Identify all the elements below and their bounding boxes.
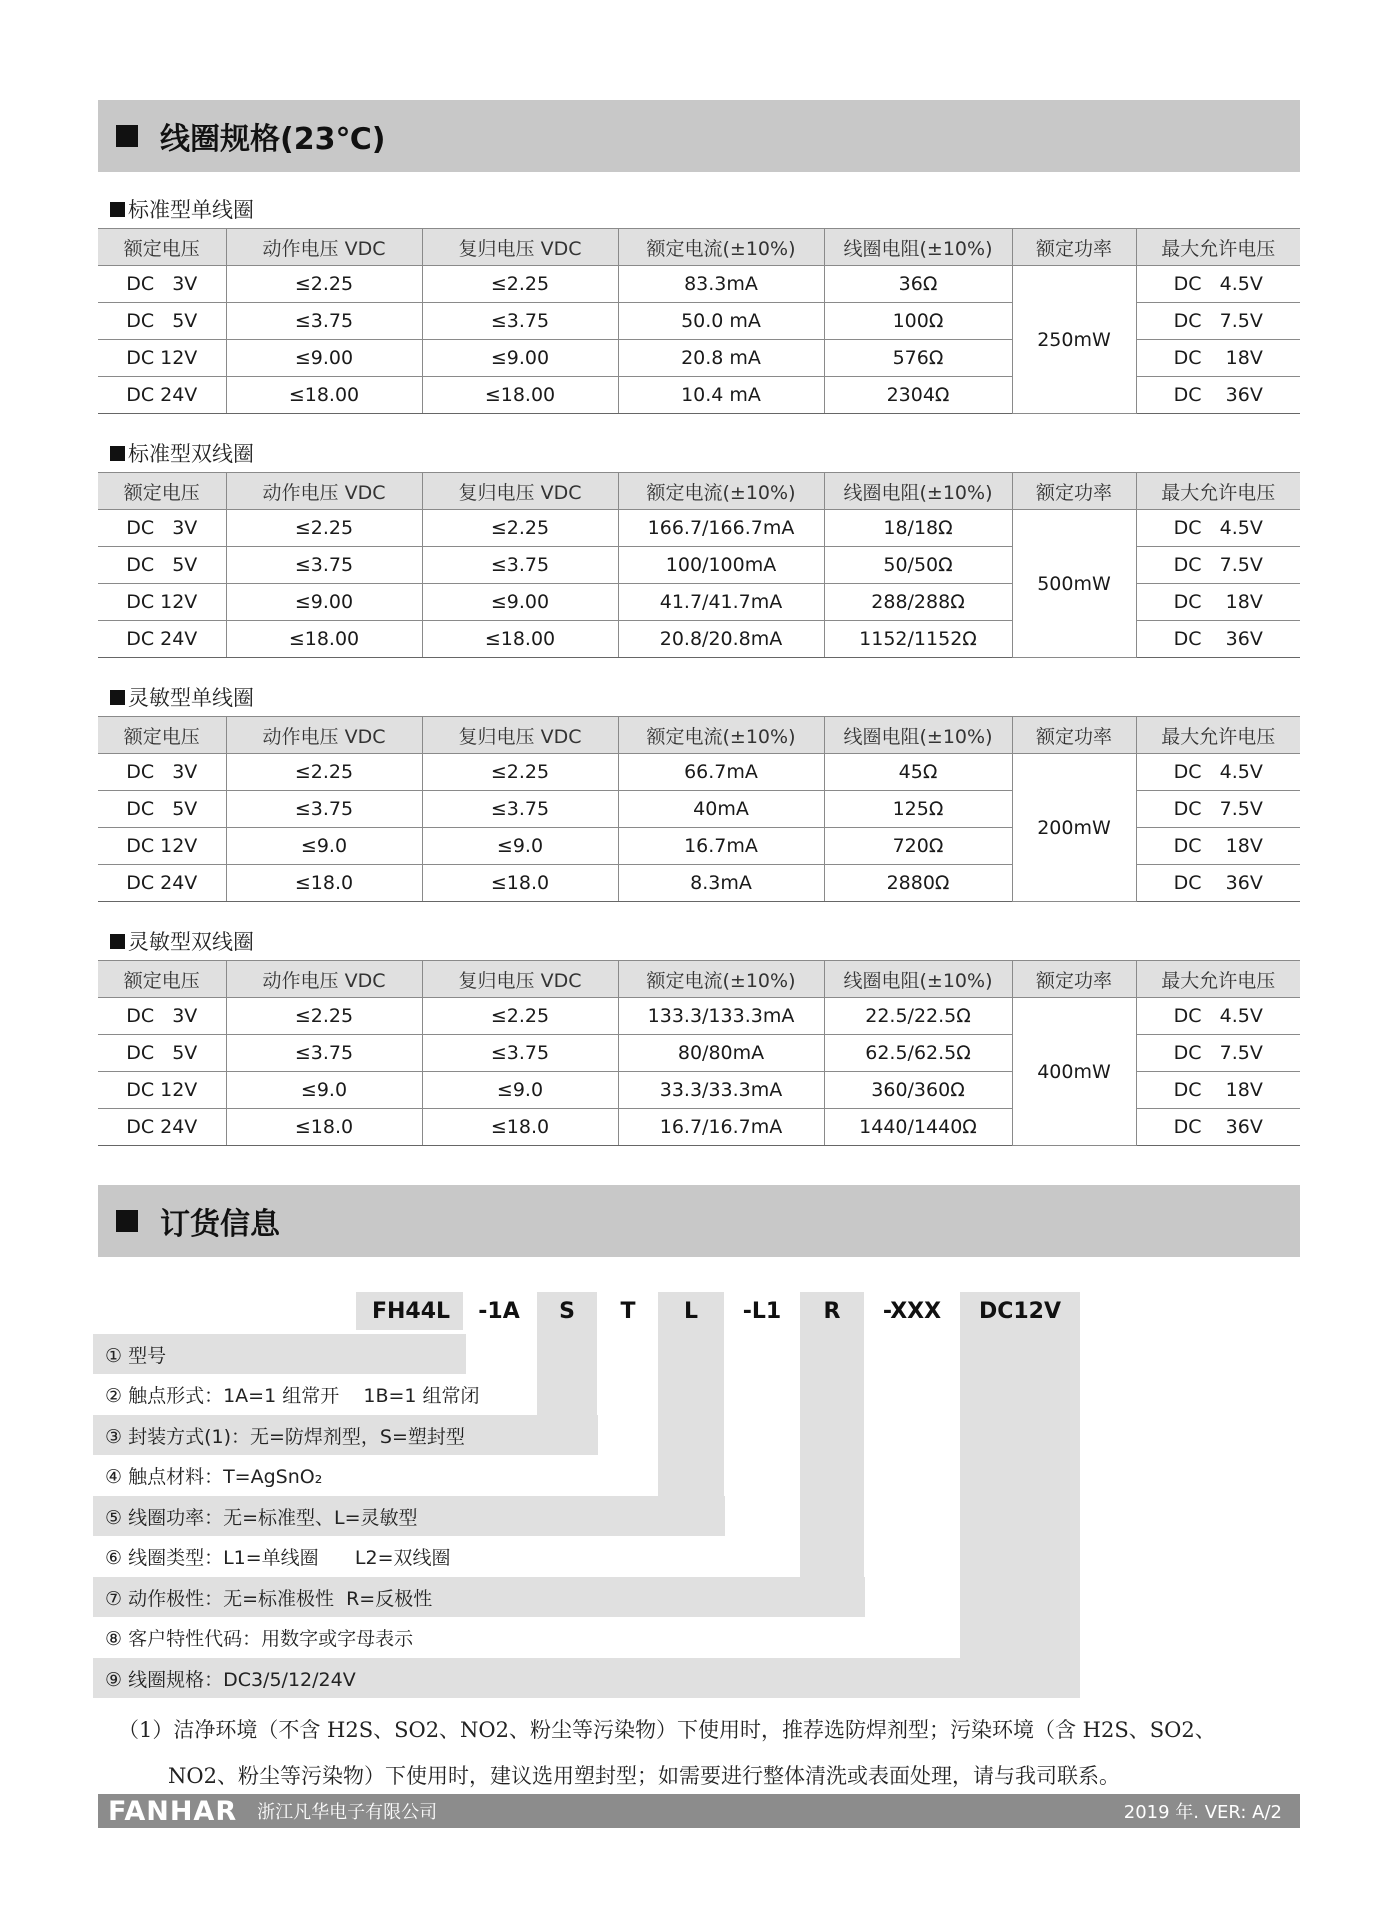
column-header: 最大允许电压 bbox=[1136, 473, 1300, 510]
table-cell: DC 4.5V bbox=[1136, 510, 1300, 547]
order-code-segment: -L1 bbox=[724, 1292, 800, 1330]
table-cell: DC 5V bbox=[98, 791, 226, 828]
square-bullet-icon bbox=[110, 202, 125, 217]
table-cell: ≤9.00 bbox=[226, 584, 422, 621]
column-header: 最大允许电压 bbox=[1136, 717, 1300, 754]
square-bullet-icon bbox=[110, 446, 125, 461]
table-cell: 1152/1152Ω bbox=[824, 621, 1012, 658]
coil-spec-title: 线圈规格(23℃) bbox=[160, 122, 386, 157]
column-header: 额定功率 bbox=[1012, 229, 1136, 266]
column-header: 动作电压 VDC bbox=[226, 961, 422, 998]
table-cell: ≤18.0 bbox=[422, 1109, 618, 1146]
order-item-row: ⑤ 线圈功率：无=标准型、L=灵敏型 bbox=[93, 1496, 725, 1536]
table-subtitle bbox=[110, 438, 254, 468]
table-cell: ≤2.25 bbox=[226, 266, 422, 303]
table-subtitle-text: 灵敏型双线圈 bbox=[128, 930, 254, 954]
code-stripe bbox=[960, 1330, 1080, 1695]
order-item-row: ⑨ 线圈规格：DC3/5/12/24V bbox=[93, 1658, 1080, 1698]
table-cell: DC 12V bbox=[98, 584, 226, 621]
table-cell: ≤2.25 bbox=[226, 754, 422, 791]
table-cell: DC 5V bbox=[98, 1035, 226, 1072]
column-header: 最大允许电压 bbox=[1136, 961, 1300, 998]
table-cell: DC 18V bbox=[1136, 340, 1300, 377]
square-bullet-icon bbox=[116, 1210, 138, 1232]
table-subtitle bbox=[110, 682, 254, 712]
order-code-segment: -XXX bbox=[864, 1292, 960, 1330]
table-cell: 125Ω bbox=[824, 791, 1012, 828]
table-row bbox=[98, 754, 1300, 791]
table-cell: 100Ω bbox=[824, 303, 1012, 340]
table-cell: ≤3.75 bbox=[422, 791, 618, 828]
table-cell: ≤9.0 bbox=[422, 828, 618, 865]
table-cell: ≤2.25 bbox=[422, 754, 618, 791]
table-row bbox=[98, 266, 1300, 303]
rated-power-cell: 500mW bbox=[1012, 510, 1136, 658]
table-cell: ≤3.75 bbox=[226, 547, 422, 584]
order-item-row: ④ 触点材料：T=AgSnO₂ bbox=[105, 1466, 323, 1488]
table-cell: DC 24V bbox=[98, 621, 226, 658]
column-header: 动作电压 VDC bbox=[226, 229, 422, 266]
coil-spec-header bbox=[98, 100, 1300, 172]
table-cell: ≤2.25 bbox=[422, 510, 618, 547]
order-code-segment: L bbox=[658, 1292, 724, 1330]
column-header: 额定功率 bbox=[1012, 961, 1136, 998]
table-cell: ≤2.25 bbox=[422, 266, 618, 303]
order-code-segment: R bbox=[800, 1292, 864, 1330]
rated-power-cell: 400mW bbox=[1012, 998, 1136, 1146]
table-cell: DC 4.5V bbox=[1136, 754, 1300, 791]
table-cell: 16.7mA bbox=[618, 828, 824, 865]
table-cell: 50/50Ω bbox=[824, 547, 1012, 584]
table-cell: ≤9.00 bbox=[422, 340, 618, 377]
column-header: 额定电流(±10%) bbox=[618, 473, 824, 510]
table-cell: 166.7/166.7mA bbox=[618, 510, 824, 547]
table-cell: ≤3.75 bbox=[422, 547, 618, 584]
coil-spec-table bbox=[98, 228, 1300, 414]
table-cell: ≤3.75 bbox=[226, 1035, 422, 1072]
table-cell: DC 7.5V bbox=[1136, 303, 1300, 340]
column-header: 额定电流(±10%) bbox=[618, 229, 824, 266]
column-header: 复归电压 VDC bbox=[422, 717, 618, 754]
column-header: 额定电流(±10%) bbox=[618, 961, 824, 998]
rated-power-cell: 200mW bbox=[1012, 754, 1136, 902]
square-bullet-icon bbox=[110, 690, 125, 705]
table-cell: DC 12V bbox=[98, 828, 226, 865]
table-cell: 41.7/41.7mA bbox=[618, 584, 824, 621]
table-subtitle bbox=[110, 194, 254, 224]
table-cell: 83.3mA bbox=[618, 266, 824, 303]
table-cell: DC 5V bbox=[98, 303, 226, 340]
table-cell: 288/288Ω bbox=[824, 584, 1012, 621]
table-cell: 20.8/20.8mA bbox=[618, 621, 824, 658]
square-bullet-icon bbox=[116, 125, 138, 147]
table-cell: 20.8 mA bbox=[618, 340, 824, 377]
column-header: 线圈电阻(±10%) bbox=[824, 229, 1012, 266]
table-cell: DC 18V bbox=[1136, 828, 1300, 865]
table-cell: DC 12V bbox=[98, 1072, 226, 1109]
table-cell: ≤18.00 bbox=[422, 621, 618, 658]
column-header: 复归电压 VDC bbox=[422, 229, 618, 266]
table-cell: ≤9.0 bbox=[422, 1072, 618, 1109]
order-info-title: 订货信息 bbox=[160, 1207, 280, 1242]
table-cell: DC 36V bbox=[1136, 621, 1300, 658]
table-cell: 50.0 mA bbox=[618, 303, 824, 340]
table-cell: 133.3/133.3mA bbox=[618, 998, 824, 1035]
table-cell: ≤18.0 bbox=[422, 865, 618, 902]
table-row bbox=[98, 998, 1300, 1035]
table-subtitle-text: 标准型单线圈 bbox=[128, 198, 254, 222]
column-header: 额定电压 bbox=[98, 961, 226, 998]
table-cell: DC 24V bbox=[98, 377, 226, 414]
table-cell: DC 18V bbox=[1136, 584, 1300, 621]
column-header: 复归电压 VDC bbox=[422, 473, 618, 510]
order-info-header bbox=[98, 1185, 1300, 1257]
table-cell: 720Ω bbox=[824, 828, 1012, 865]
version-label: 2019 年. VER: A/2 bbox=[1123, 1802, 1282, 1823]
table-cell: 45Ω bbox=[824, 754, 1012, 791]
table-cell: ≤3.75 bbox=[226, 303, 422, 340]
coil-spec-table bbox=[98, 716, 1300, 902]
column-header: 动作电压 VDC bbox=[226, 473, 422, 510]
column-header: 动作电压 VDC bbox=[226, 717, 422, 754]
rated-power-cell: 250mW bbox=[1012, 266, 1136, 414]
order-code-segment: T bbox=[597, 1292, 659, 1330]
table-cell: 10.4 mA bbox=[618, 377, 824, 414]
column-header: 线圈电阻(±10%) bbox=[824, 473, 1012, 510]
table-cell: ≤9.0 bbox=[226, 1072, 422, 1109]
coil-spec-table bbox=[98, 960, 1300, 1146]
table-cell: ≤18.0 bbox=[226, 865, 422, 902]
table-cell: ≤3.75 bbox=[422, 1035, 618, 1072]
fanhar-logo: FANHAR bbox=[108, 1795, 238, 1827]
order-item-row: ③ 封装方式(1)：无=防焊剂型，S=塑封型 bbox=[93, 1415, 598, 1455]
coil-spec-table bbox=[98, 472, 1300, 658]
company-name: 浙江凡华电子有限公司 bbox=[257, 1802, 438, 1823]
table-cell: 80/80mA bbox=[618, 1035, 824, 1072]
column-header: 线圈电阻(±10%) bbox=[824, 717, 1012, 754]
note-line-2: NO2、粉尘等污染物）下使用时，建议选用塑封型；如需要进行整体清洗或表面处理，请与我司联系。 bbox=[168, 1764, 1120, 1788]
table-cell: ≤18.00 bbox=[422, 377, 618, 414]
note-line-1: （1）洁净环境（不含 H2S、SO2、NO2、粉尘等污染物）下使用时，推荐选防焊剂型；污染环境（含 H2S、SO2、 bbox=[118, 1718, 1216, 1742]
table-cell: 36Ω bbox=[824, 266, 1012, 303]
table-cell: 100/100mA bbox=[618, 547, 824, 584]
table-cell: 2304Ω bbox=[824, 377, 1012, 414]
table-cell: DC 24V bbox=[98, 865, 226, 902]
column-header: 线圈电阻(±10%) bbox=[824, 961, 1012, 998]
table-cell: DC 3V bbox=[98, 754, 226, 791]
square-bullet-icon bbox=[110, 934, 125, 949]
column-header: 复归电压 VDC bbox=[422, 961, 618, 998]
table-cell: DC 4.5V bbox=[1136, 266, 1300, 303]
table-cell: 2880Ω bbox=[824, 865, 1012, 902]
table-cell: 1440/1440Ω bbox=[824, 1109, 1012, 1146]
column-header: 额定电压 bbox=[98, 717, 226, 754]
table-subtitle-text: 标准型双线圈 bbox=[128, 442, 254, 466]
table-cell: ≤18.00 bbox=[226, 621, 422, 658]
table-cell: 576Ω bbox=[824, 340, 1012, 377]
table-cell: ≤2.25 bbox=[422, 998, 618, 1035]
column-header: 额定电流(±10%) bbox=[618, 717, 824, 754]
order-code-segment: FH44L bbox=[356, 1292, 466, 1330]
table-cell: DC 5V bbox=[98, 547, 226, 584]
table-cell: ≤2.25 bbox=[226, 998, 422, 1035]
column-header: 额定电压 bbox=[98, 229, 226, 266]
table-cell: DC 18V bbox=[1136, 1072, 1300, 1109]
table-cell: 33.3/33.3mA bbox=[618, 1072, 824, 1109]
table-subtitle bbox=[110, 926, 254, 956]
order-code-segment: -1A bbox=[463, 1292, 535, 1330]
table-cell: DC 3V bbox=[98, 266, 226, 303]
table-cell: DC 3V bbox=[98, 510, 226, 547]
table-cell: ≤3.75 bbox=[422, 303, 618, 340]
order-code-segment: DC12V bbox=[960, 1292, 1080, 1330]
table-cell: ≤2.25 bbox=[226, 510, 422, 547]
column-header: 额定功率 bbox=[1012, 473, 1136, 510]
table-cell: 18/18Ω bbox=[824, 510, 1012, 547]
table-cell: 22.5/22.5Ω bbox=[824, 998, 1012, 1035]
table-cell: 40mA bbox=[618, 791, 824, 828]
table-cell: DC 36V bbox=[1136, 1109, 1300, 1146]
table-cell: DC 3V bbox=[98, 998, 226, 1035]
table-cell: DC 4.5V bbox=[1136, 998, 1300, 1035]
table-cell: DC 7.5V bbox=[1136, 547, 1300, 584]
table-cell: 62.5/62.5Ω bbox=[824, 1035, 1012, 1072]
table-cell: DC 24V bbox=[98, 1109, 226, 1146]
table-cell: 66.7mA bbox=[618, 754, 824, 791]
order-code-segment: S bbox=[537, 1292, 597, 1330]
table-cell: DC 36V bbox=[1136, 865, 1300, 902]
table-cell: DC 36V bbox=[1136, 377, 1300, 414]
column-header: 额定功率 bbox=[1012, 717, 1136, 754]
column-header: 额定电压 bbox=[98, 473, 226, 510]
table-cell: 16.7/16.7mA bbox=[618, 1109, 824, 1146]
table-cell: ≤9.00 bbox=[226, 340, 422, 377]
order-item-row: ⑧ 客户特性代码：用数字或字母表示 bbox=[105, 1628, 414, 1650]
table-subtitle-text: 灵敏型单线圈 bbox=[128, 686, 254, 710]
order-item-row: ⑥ 线圈类型：L1=单线圈 L2=双线圈 bbox=[105, 1547, 451, 1569]
table-cell: ≤9.00 bbox=[422, 584, 618, 621]
table-cell: ≤9.0 bbox=[226, 828, 422, 865]
table-cell: 8.3mA bbox=[618, 865, 824, 902]
order-item-row: ② 触点形式：1A=1 组常开 1B=1 组常闭 bbox=[105, 1385, 480, 1407]
table-cell: ≤3.75 bbox=[226, 791, 422, 828]
table-cell: DC 7.5V bbox=[1136, 791, 1300, 828]
footer-bar bbox=[98, 1794, 1300, 1828]
table-cell: 360/360Ω bbox=[824, 1072, 1012, 1109]
column-header: 最大允许电压 bbox=[1136, 229, 1300, 266]
order-item-row: ⑦ 动作极性：无=标准极性 R=反极性 bbox=[93, 1577, 865, 1617]
table-row bbox=[98, 510, 1300, 547]
table-cell: DC 7.5V bbox=[1136, 1035, 1300, 1072]
table-cell: DC 12V bbox=[98, 340, 226, 377]
table-cell: ≤18.00 bbox=[226, 377, 422, 414]
order-item-row: ① 型号 bbox=[93, 1334, 466, 1374]
table-cell: ≤18.0 bbox=[226, 1109, 422, 1146]
